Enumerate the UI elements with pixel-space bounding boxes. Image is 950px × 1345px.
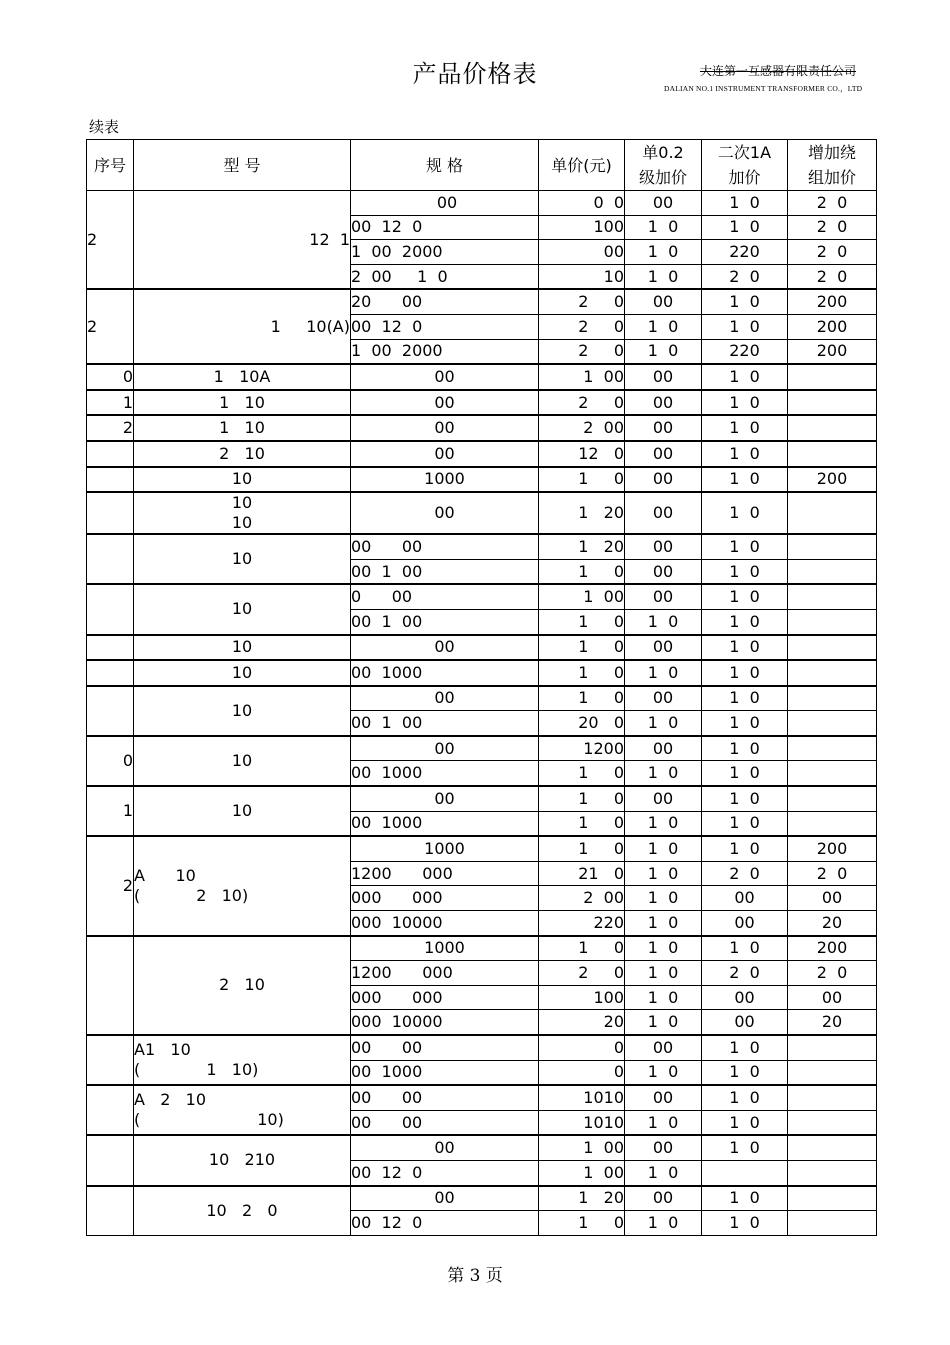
price-cell: 1 20 [539,492,625,534]
price-cell: 2 0 [539,339,625,364]
level-surcharge-cell: 00 [625,441,702,467]
level-surcharge-cell: 00 [625,467,702,493]
price-cell: 2 0 [539,289,625,314]
seq-cell: 0 [87,736,134,786]
price-cell: 1 0 [539,811,625,836]
spec-cell: 20 00 [351,289,539,314]
winding-surcharge-cell [788,635,877,661]
winding-surcharge-cell: 200 [788,836,877,861]
spec-cell: 00 1 00 [351,559,539,584]
table-row [87,836,877,861]
model-cell: 10 [134,534,351,584]
secondary-surcharge-cell: 220 [702,240,788,265]
winding-surcharge-cell [788,761,877,786]
level-surcharge-cell: 00 [625,559,702,584]
winding-surcharge-cell: 2 0 [788,961,877,986]
table-header-row [87,140,877,191]
winding-surcharge-cell [788,1035,877,1060]
spec-cell: 00 [351,1186,539,1211]
level-surcharge-cell: 1 0 [625,240,702,265]
spec-cell: 00 12 0 [351,1160,539,1185]
header-seq: 序号 [87,140,134,191]
table-row [87,191,877,216]
secondary-surcharge-cell: 1 0 [702,811,788,836]
price-cell: 0 [539,1035,625,1060]
secondary-surcharge-cell: 2 0 [702,961,788,986]
price-cell: 1 0 [539,559,625,584]
model-cell: 1 10 [134,390,351,416]
winding-surcharge-cell [788,609,877,634]
price-cell: 100 [539,985,625,1010]
level-surcharge-cell: 1 0 [625,711,702,736]
secondary-surcharge-cell: 1 0 [702,1085,788,1110]
header-price: 单价(元) [539,140,625,191]
company-name-cn: 大连第一互感器有限责任公司 [700,64,857,78]
spec-cell: 00 00 [351,534,539,559]
level-surcharge-cell: 1 0 [625,961,702,986]
table-row [87,736,877,761]
spec-cell: 00 12 0 [351,215,539,240]
company-name-en: DALIAN NO.1 INSTRUMENT TRANSFORMER CO.，LTD [664,84,863,93]
spec-cell: 1 00 2000 [351,339,539,364]
price-table [86,139,877,1236]
seq-cell [87,1035,134,1085]
winding-surcharge-cell [788,1110,877,1135]
level-surcharge-cell: 1 0 [625,609,702,634]
winding-surcharge-cell [788,1211,877,1236]
seq-cell: 0 [87,364,134,390]
secondary-surcharge-cell: 1 0 [702,390,788,416]
winding-surcharge-cell [788,736,877,761]
level-surcharge-cell: 00 [625,1035,702,1060]
table-row [87,686,877,711]
table-row [87,1186,877,1211]
secondary-surcharge-cell: 1 0 [702,467,788,493]
seq-cell: 2 [87,415,134,441]
level-surcharge-cell: 1 0 [625,1211,702,1236]
price-cell: 1010 [539,1085,625,1110]
secondary-surcharge-cell: 1 0 [702,559,788,584]
price-cell: 1 0 [539,609,625,634]
table-row [87,364,877,390]
winding-surcharge-cell [788,1186,877,1211]
table-row [87,635,877,661]
level-surcharge-cell: 1 0 [625,314,702,339]
model-cell: 12 1 [134,191,351,290]
model-cell: 1 10A [134,364,351,390]
secondary-surcharge-cell: 1 0 [702,660,788,686]
level-surcharge-cell: 1 0 [625,985,702,1010]
winding-surcharge-cell [788,492,877,534]
spec-cell: 00 12 0 [351,1211,539,1236]
spec-cell: 1000 [351,936,539,961]
secondary-surcharge-cell: 1 0 [702,314,788,339]
model-cell: A 10 ( 2 10) [134,836,351,935]
spec-cell: 1000 [351,836,539,861]
level-surcharge-cell: 00 [625,1135,702,1160]
winding-surcharge-cell [788,584,877,609]
level-surcharge-cell: 00 [625,736,702,761]
header-model: 型 号 [134,140,351,191]
table-row [87,441,877,467]
price-table-body [87,191,877,1236]
seq-cell [87,635,134,661]
price-cell: 12 0 [539,441,625,467]
seq-cell [87,584,134,634]
level-surcharge-cell: 1 0 [625,886,702,911]
model-cell: 2 10 [134,936,351,1035]
model-cell: 10 [134,786,351,836]
table-row [87,467,877,493]
header-secondary-line2: 加价 [728,168,761,187]
seq-cell [87,467,134,493]
model-cell: 2 10 [134,441,351,467]
spec-cell: 00 00 [351,1085,539,1110]
secondary-surcharge-cell: 1 0 [702,836,788,861]
seq-cell [87,1186,134,1236]
spec-cell: 00 [351,1135,539,1160]
winding-surcharge-cell [788,534,877,559]
table-row [87,1135,877,1160]
secondary-surcharge-cell: 1 0 [702,1186,788,1211]
level-surcharge-cell: 00 [625,415,702,441]
secondary-surcharge-cell: 1 0 [702,1211,788,1236]
secondary-surcharge-cell: 1 0 [702,215,788,240]
secondary-surcharge-cell: 1 0 [702,686,788,711]
secondary-surcharge-cell: 220 [702,339,788,364]
price-cell: 2 00 [539,415,625,441]
seq-cell [87,660,134,686]
header-level-line2: 级加价 [638,168,687,187]
secondary-surcharge-cell: 00 [702,1010,788,1035]
price-cell: 1 0 [539,1211,625,1236]
spec-cell: 0 00 [351,584,539,609]
secondary-surcharge-cell [702,1160,788,1185]
price-cell: 1 0 [539,686,625,711]
model-cell: 10 [134,736,351,786]
table-row [87,415,877,441]
header-winding-surcharge [788,140,877,191]
secondary-surcharge-cell: 1 0 [702,1110,788,1135]
spec-cell: 00 1000 [351,660,539,686]
winding-surcharge-cell [788,390,877,416]
winding-surcharge-cell [788,559,877,584]
level-surcharge-cell: 00 [625,686,702,711]
level-surcharge-cell: 00 [625,364,702,390]
seq-cell [87,936,134,1035]
model-cell: 10 [134,660,351,686]
secondary-surcharge-cell: 1 0 [702,1035,788,1060]
header-winding-line1: 增加绕 [807,143,856,162]
table-row [87,1035,877,1060]
level-surcharge-cell: 1 0 [625,1060,702,1085]
secondary-surcharge-cell: 1 0 [702,1135,788,1160]
secondary-surcharge-cell: 1 0 [702,936,788,961]
table-row [87,936,877,961]
winding-surcharge-cell: 2 0 [788,240,877,265]
secondary-surcharge-cell: 1 0 [702,584,788,609]
winding-surcharge-cell: 20 [788,1010,877,1035]
winding-surcharge-cell: 200 [788,314,877,339]
price-cell: 1010 [539,1110,625,1135]
winding-surcharge-cell: 200 [788,936,877,961]
level-surcharge-cell: 1 0 [625,1160,702,1185]
spec-cell: 00 1 00 [351,711,539,736]
secondary-surcharge-cell: 1 0 [702,289,788,314]
spec-cell: 00 1000 [351,1060,539,1085]
price-cell: 1 00 [539,1135,625,1160]
secondary-surcharge-cell: 1 0 [702,609,788,634]
seq-cell [87,1135,134,1185]
table-row [87,534,877,559]
price-cell: 1 0 [539,786,625,811]
level-surcharge-cell: 00 [625,584,702,609]
header-winding-line2: 组加价 [807,168,856,187]
spec-cell: 00 00 [351,1110,539,1135]
spec-cell: 00 00 [351,1035,539,1060]
seq-cell [87,441,134,467]
price-cell: 1 0 [539,936,625,961]
price-cell: 2 0 [539,390,625,416]
price-cell: 1 00 [539,1160,625,1185]
seq-cell [87,1085,134,1135]
level-surcharge-cell: 1 0 [625,215,702,240]
seq-cell: 2 [87,289,134,364]
winding-surcharge-cell [788,1085,877,1110]
model-cell: 1 10(A) [134,289,351,364]
secondary-surcharge-cell: 1 0 [702,534,788,559]
secondary-surcharge-cell: 1 0 [702,492,788,534]
price-cell: 1 00 [539,584,625,609]
secondary-surcharge-cell: 1 0 [702,786,788,811]
secondary-surcharge-cell: 1 0 [702,364,788,390]
price-cell: 1 0 [539,467,625,493]
page-number: 第 3 页 [447,1266,503,1286]
seq-cell: 1 [87,786,134,836]
price-cell: 1200 [539,736,625,761]
spec-cell: 1200 000 [351,961,539,986]
spec-cell: 00 [351,492,539,534]
table-row [87,289,877,314]
spec-cell: 00 [351,635,539,661]
header-spec: 规 格 [351,140,539,191]
secondary-surcharge-cell: 00 [702,886,788,911]
seq-cell [87,686,134,736]
level-surcharge-cell: 1 0 [625,761,702,786]
spec-cell: 00 [351,191,539,216]
secondary-surcharge-cell: 2 0 [702,264,788,289]
price-cell: 20 0 [539,711,625,736]
winding-surcharge-cell: 2 0 [788,861,877,886]
winding-surcharge-cell [788,686,877,711]
winding-surcharge-cell: 00 [788,886,877,911]
level-surcharge-cell: 00 [625,635,702,661]
winding-surcharge-cell [788,1060,877,1085]
level-surcharge-cell: 1 0 [625,861,702,886]
seq-cell: 2 [87,191,134,290]
winding-surcharge-cell [788,415,877,441]
header-level-line1: 单0.2 [642,143,684,162]
model-cell: A1 10 ( 1 10) [134,1035,351,1085]
winding-surcharge-cell: 200 [788,289,877,314]
price-cell: 1 0 [539,836,625,861]
winding-surcharge-cell: 20 [788,911,877,936]
level-surcharge-cell: 00 [625,191,702,216]
price-cell: 1 0 [539,660,625,686]
winding-surcharge-cell [788,660,877,686]
spec-cell: 00 12 0 [351,314,539,339]
price-cell: 1 0 [539,761,625,786]
spec-cell: 2 00 1 0 [351,264,539,289]
winding-surcharge-cell [788,1160,877,1185]
winding-surcharge-cell [788,811,877,836]
model-cell: 10 [134,584,351,634]
price-cell: 2 00 [539,886,625,911]
model-cell: 10 [134,635,351,661]
winding-surcharge-cell [788,441,877,467]
level-surcharge-cell: 1 0 [625,1010,702,1035]
level-surcharge-cell: 00 [625,786,702,811]
secondary-surcharge-cell: 1 0 [702,1060,788,1085]
model-cell: A 2 10 ( 10) [134,1085,351,1135]
model-cell: 10 10 [134,492,351,534]
price-cell: 20 [539,1010,625,1035]
header-level-surcharge [625,140,702,191]
price-cell: 1 20 [539,534,625,559]
spec-cell: 00 [351,364,539,390]
model-cell: 10 2 0 [134,1186,351,1236]
winding-surcharge-cell: 2 0 [788,264,877,289]
table-row [87,584,877,609]
spec-cell: 00 1000 [351,811,539,836]
price-cell: 00 [539,240,625,265]
winding-surcharge-cell: 2 0 [788,191,877,216]
level-surcharge-cell: 1 0 [625,1110,702,1135]
winding-surcharge-cell [788,786,877,811]
spec-cell: 1200 000 [351,861,539,886]
winding-surcharge-cell [788,711,877,736]
secondary-surcharge-cell: 1 0 [702,736,788,761]
winding-surcharge-cell: 00 [788,985,877,1010]
secondary-surcharge-cell: 1 0 [702,635,788,661]
table-row [87,660,877,686]
price-cell: 1 00 [539,364,625,390]
seq-cell [87,492,134,534]
spec-cell: 00 [351,415,539,441]
level-surcharge-cell: 00 [625,390,702,416]
spec-cell: 000 000 [351,985,539,1010]
spec-cell: 1000 [351,467,539,493]
table-row [87,786,877,811]
level-surcharge-cell: 1 0 [625,339,702,364]
table-row [87,492,877,534]
seq-cell [87,534,134,584]
level-surcharge-cell: 00 [625,534,702,559]
spec-cell: 000 10000 [351,1010,539,1035]
price-cell: 2 0 [539,314,625,339]
price-cell: 220 [539,911,625,936]
spec-cell: 00 1000 [351,761,539,786]
table-row [87,1085,877,1110]
seq-cell: 1 [87,390,134,416]
price-cell: 1 20 [539,1186,625,1211]
spec-cell: 00 1 00 [351,609,539,634]
header-secondary-surcharge [702,140,788,191]
spec-cell: 00 [351,736,539,761]
price-cell: 0 0 [539,191,625,216]
secondary-surcharge-cell: 1 0 [702,711,788,736]
secondary-surcharge-cell: 1 0 [702,441,788,467]
header-secondary-line1: 二次1A [717,143,772,162]
table-row [87,390,877,416]
secondary-surcharge-cell: 1 0 [702,761,788,786]
spec-cell: 00 [351,441,539,467]
spec-cell: 1 00 2000 [351,240,539,265]
secondary-surcharge-cell: 1 0 [702,191,788,216]
level-surcharge-cell: 1 0 [625,836,702,861]
winding-surcharge-cell: 2 0 [788,215,877,240]
model-cell: 1 10 [134,415,351,441]
secondary-surcharge-cell: 1 0 [702,415,788,441]
price-cell: 21 0 [539,861,625,886]
level-surcharge-cell: 1 0 [625,936,702,961]
price-cell: 100 [539,215,625,240]
secondary-surcharge-cell: 2 0 [702,861,788,886]
spec-cell: 00 [351,390,539,416]
price-cell: 2 0 [539,961,625,986]
spec-cell: 00 [351,686,539,711]
price-cell: 10 [539,264,625,289]
seq-cell: 2 [87,836,134,935]
level-surcharge-cell: 1 0 [625,660,702,686]
secondary-surcharge-cell: 00 [702,985,788,1010]
secondary-surcharge-cell: 00 [702,911,788,936]
winding-surcharge-cell [788,1135,877,1160]
table-subtitle: 续表 [89,118,120,136]
level-surcharge-cell: 1 0 [625,911,702,936]
level-surcharge-cell: 00 [625,289,702,314]
spec-cell: 00 [351,786,539,811]
level-surcharge-cell: 1 0 [625,264,702,289]
level-surcharge-cell: 00 [625,492,702,534]
level-surcharge-cell: 00 [625,1186,702,1211]
spec-cell: 000 000 [351,886,539,911]
model-cell: 10 210 [134,1135,351,1185]
price-cell: 1 0 [539,635,625,661]
level-surcharge-cell: 00 [625,1085,702,1110]
model-cell: 10 [134,686,351,736]
winding-surcharge-cell [788,364,877,390]
winding-surcharge-cell: 200 [788,467,877,493]
model-cell: 10 [134,467,351,493]
winding-surcharge-cell: 200 [788,339,877,364]
level-surcharge-cell: 1 0 [625,811,702,836]
page-title: 产品价格表 [412,60,538,88]
spec-cell: 000 10000 [351,911,539,936]
price-cell: 0 [539,1060,625,1085]
